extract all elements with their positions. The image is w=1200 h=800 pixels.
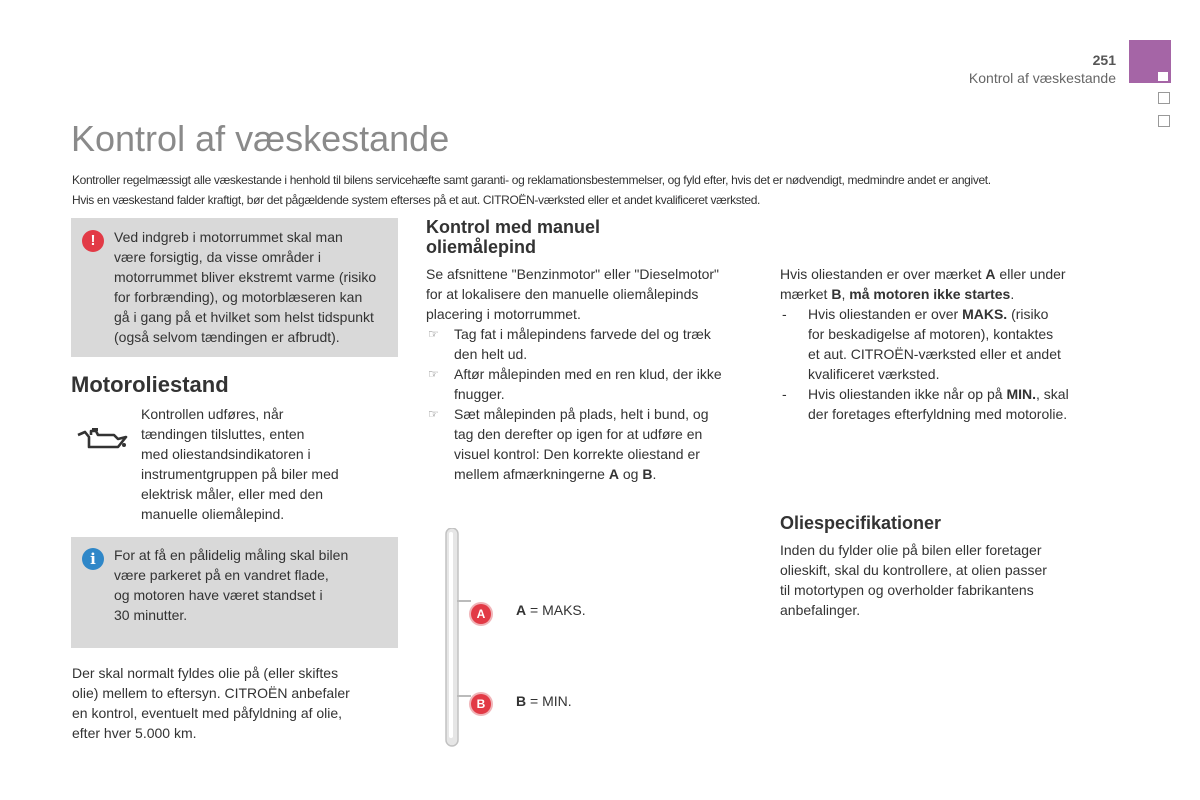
pointing-hand-icon: ☞ — [428, 407, 439, 421]
refill-line: olie) mellem to eftersyn. CITROËN anbefaler — [72, 685, 350, 701]
bullet-line: fnugger. — [454, 386, 505, 402]
section-marker-box — [1158, 92, 1170, 104]
manual-check-intro-line: Se afsnittene "Benzinmotor" eller "Dieselmotor" — [426, 266, 720, 282]
bullet-item — [426, 364, 756, 404]
dipstick-tick — [457, 600, 471, 602]
manual-check-text — [426, 264, 756, 484]
intro-line: Hvis en væskestand falder kraftigt, bør det pågældende system efterses på et aut. CITROËN-værksted eller et andet kvalificeret værksted. — [72, 193, 761, 207]
dash-line: Hvis oliestanden ikke når op på MIN., skal — [808, 386, 1069, 402]
bullet-line: mellem afmærkningerne A og B. — [454, 466, 657, 482]
manual-check-heading-line: oliemålepind — [426, 237, 537, 257]
refill-line: Der skal normalt fyldes olie på (eller skiftes — [72, 665, 339, 681]
bullet-line: Tag fat i målepindens farvede del og træk — [454, 326, 711, 342]
page-number: 251 — [1092, 52, 1116, 68]
motoroliestand-line: manuelle oliemålepind. — [141, 506, 285, 522]
intro-text — [72, 170, 1132, 210]
manual-check-intro-line: for at lokalisere den manuelle oliemålepinds — [426, 286, 699, 302]
refill-text — [72, 663, 402, 743]
warning-line: gå i gang på et hvilket som helst tidspunkt — [114, 309, 374, 325]
bullet-line: visuel kontrol: Den korrekte oliestand er — [454, 446, 700, 462]
dash-line: Hvis oliestanden er over MAKS. (risiko — [808, 306, 1049, 322]
info-line: 30 minutter. — [114, 607, 188, 623]
refill-line: en kontrol, eventuelt med påfyldning af olie, — [72, 705, 343, 721]
bullet-item — [426, 324, 756, 364]
dash-line: for beskadigelse af motoren), kontaktes — [808, 326, 1054, 342]
bullet-line: den helt ud. — [454, 346, 528, 362]
warning-line: (også selvom tændingen er afbrudt). — [114, 329, 340, 345]
info-line: og motoren have været standset i — [114, 587, 323, 603]
oil-spec-text — [780, 540, 1120, 620]
oil-can-icon — [76, 425, 128, 453]
pointing-hand-icon: ☞ — [428, 367, 439, 381]
oil-spec-line: anbefalinger. — [780, 602, 861, 618]
label-min: B = MIN. — [516, 693, 572, 709]
refill-line: efter hver 5.000 km. — [72, 725, 197, 741]
warning-line: motorrummet bliver ekstremt varme (risiko — [114, 269, 377, 285]
info-line: være parkeret på en vandret flade, — [114, 567, 329, 583]
info-icon: i — [82, 548, 104, 570]
page-title: Kontrol af væskestande — [71, 118, 450, 159]
dipstick-tick — [457, 695, 471, 697]
motoroliestand-line: instrumentgruppen på biler med — [141, 466, 339, 482]
motoroliestand-line: med oliestandsindikatoren i — [141, 446, 311, 462]
oil-spec-heading: Oliespecifikationer — [780, 513, 942, 533]
marker-a-icon: A — [471, 604, 491, 624]
above-max-line: Hvis oliestanden er over mærket A eller under — [780, 266, 1066, 282]
bullet-line: tag den derefter op igen for at udføre en — [454, 426, 703, 442]
above-max-text — [780, 264, 1120, 424]
info-text — [114, 545, 390, 625]
info-line: For at få en pålidelig måling skal bilen — [114, 547, 349, 563]
dash-item: - Hvis oliestanden er over MAKS. (risiko for beskadigelse af motoren), kontaktes et aut. CITROËN-værksted eller et andet kvalificeret værksted. — [780, 304, 1120, 384]
motoroliestand-text — [141, 404, 391, 524]
oil-spec-line: olieskift, skal du kontrollere, at olien passer — [780, 562, 1047, 578]
section-marker-box — [1158, 115, 1170, 127]
above-max-line: mærket B, må motoren ikke startes. — [780, 286, 1015, 302]
marker-b-icon: B — [471, 694, 491, 714]
intro-line: Kontroller regelmæssigt alle væskestande i henhold til bilens servicehæfte samt garanti- og reklamationsbestemmelser, og fyld efter, hvis det er nødvendigt, medmindre andet er angivet. — [72, 173, 991, 187]
section-tab-dot — [1158, 72, 1168, 81]
bullet-line: Aftør målepinden med en ren klud, der ikke — [454, 366, 722, 382]
manual-check-heading — [426, 217, 746, 257]
oil-spec-line: Inden du fylder olie på bilen eller foretager — [780, 542, 1042, 558]
bullet-line: Sæt målepinden på plads, helt i bund, og — [454, 406, 709, 422]
dipstick-illustration — [444, 528, 462, 748]
motoroliestand-line: tændingen tilsluttes, enten — [141, 426, 305, 442]
exclamation-icon: ! — [82, 230, 104, 252]
warning-text — [114, 227, 390, 347]
dash-line: et aut. CITROËN-værksted eller et andet — [808, 346, 1061, 362]
warning-line: for forbrænding), og motorblæseren kan — [114, 289, 363, 305]
label-max: A = MAKS. — [516, 602, 586, 618]
manual-check-intro-line: placering i motorrummet. — [426, 306, 581, 322]
warning-line: Ved indgreb i motorrummet skal man — [114, 229, 343, 245]
manual-check-heading-line: Kontrol med manuel — [426, 217, 601, 237]
dash-line: der foretages efterfyldning med motorolie. — [808, 406, 1068, 422]
pointing-hand-icon: ☞ — [428, 327, 439, 341]
dash-line: kvalificeret værksted. — [808, 366, 940, 382]
motoroliestand-line: Kontrollen udføres, når — [141, 406, 284, 422]
motoroliestand-heading: Motoroliestand — [71, 372, 229, 397]
motoroliestand-line: elektrisk måler, eller med den — [141, 486, 324, 502]
running-head: Kontrol af væskestande — [968, 70, 1116, 86]
bullet-item — [426, 404, 756, 484]
oil-spec-line: til motortypen og overholder fabrikantens — [780, 582, 1034, 598]
warning-line: være forsigtig, da visse områder i — [114, 249, 321, 265]
dash-item: - Hvis oliestanden ikke når op på MIN., skal der foretages efterfyldning med motorolie. — [780, 384, 1120, 424]
